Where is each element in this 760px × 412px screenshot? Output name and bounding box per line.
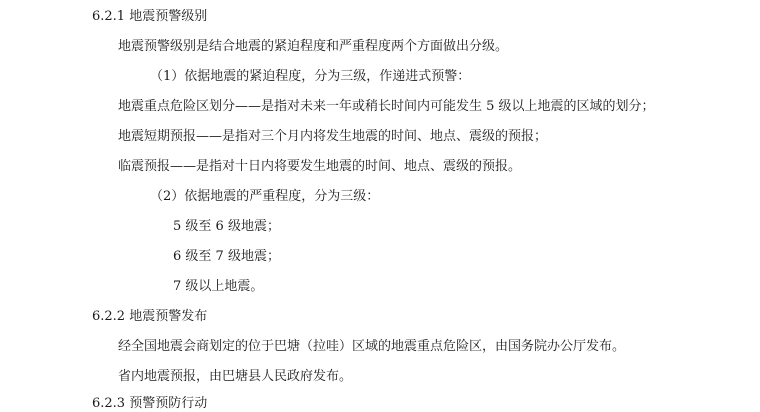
paragraph-key-danger-zone: 地震重点危险区划分——是指对未来一年或稍长时间内可能发生 5 级以上地震的区域的划分； [118,99,655,114]
list-item-magnitude-6-7: 6 级至 7 级地震； [173,249,280,264]
paragraph-intro: 地震预警级别是结合地震的紧迫程度和严重程度两个方面做出分级。 [118,39,509,54]
section-heading-6-2-1: 6.2.1 地震预警级别 [92,9,208,24]
list-item-magnitude-7-plus: 7 级以上地震。 [173,279,264,294]
paragraph-short-term-forecast: 地震短期预报——是指对三个月内将发生地震的时间、地点、震级的预报； [118,129,548,144]
paragraph-imminent-forecast: 临震预报——是指对十日内将要发生地震的时间、地点、震级的预报。 [118,159,522,174]
subpoint-urgency-label: （1）依据地震的紧迫程度，分为三级，作递进式预警： [150,69,471,84]
subpoint-severity-label: （2）依据地震的严重程度，分为三级： [150,189,380,204]
paragraph-county-release: 省内地震预报，由巴塘县人民政府发布。 [118,369,353,384]
list-item-magnitude-5-6: 5 级至 6 级地震； [173,219,280,234]
paragraph-state-council-release: 经全国地震会商划定的位于巴塘（拉哇）区域的地震重点危险区，由国务院办公厅发布。 [118,339,626,354]
section-heading-6-2-3-partial: 6.2.3 预警预防行动 [92,396,208,411]
section-heading-6-2-2: 6.2.2 地震预警发布 [92,309,208,324]
clipped-next-heading-container [0,396,760,411]
